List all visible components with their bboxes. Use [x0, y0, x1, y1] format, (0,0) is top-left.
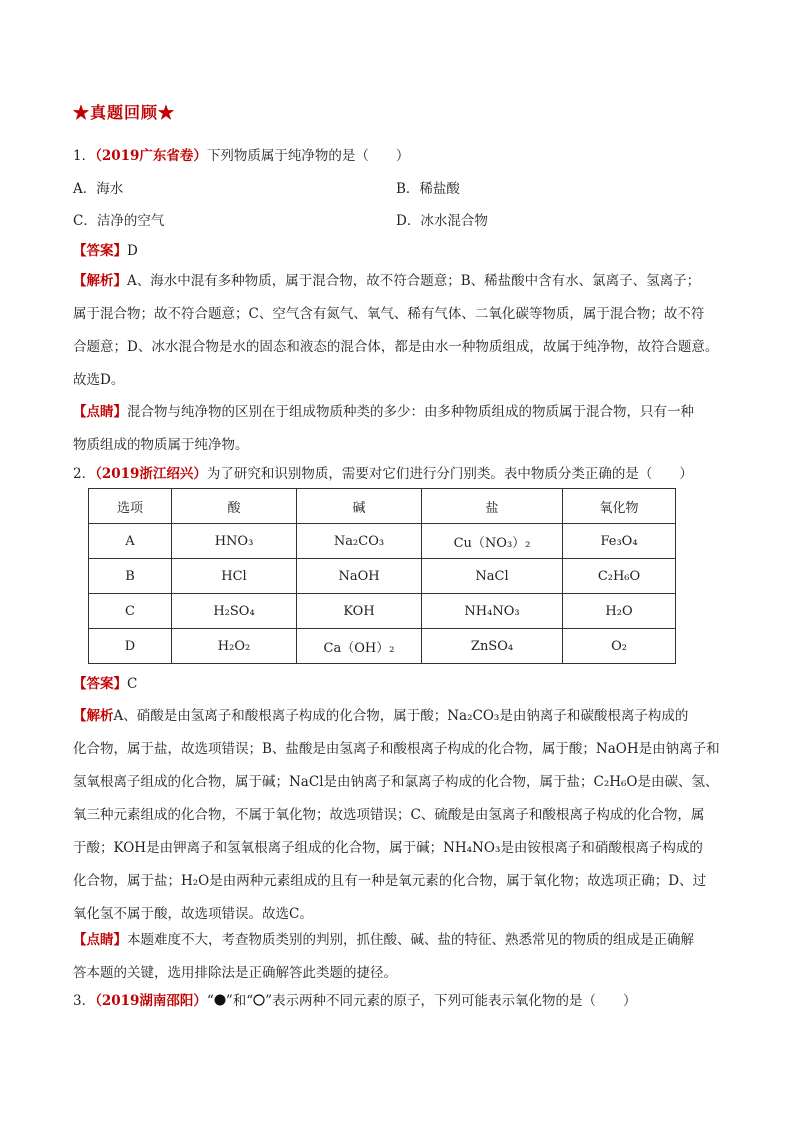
- table-cell: HCl: [172, 559, 297, 594]
- table-header-row: [89, 489, 676, 524]
- question-source: （2019湖南邵阳）: [95, 993, 207, 1009]
- question-2-stem: [73, 464, 733, 484]
- tip-line: 本题难度不大，考查物质类别的判别，抓住酸、碱、盐的特征、熟悉常见的物质的组成是正确解: [127, 932, 694, 948]
- table-cell: H₂SO₄: [172, 594, 297, 629]
- analysis-block: [73, 700, 733, 931]
- analysis-line: 于酸；KOH是由钾离子和氢氧根离子组成的化合物，属于碱；NH₄NO₃是由铵根离子和硝酸根离子构成的: [73, 840, 703, 856]
- answer-line: [73, 241, 733, 261]
- table-cell: Ca（OH）₂: [297, 629, 422, 664]
- option-b: B．稀盐酸: [396, 181, 460, 197]
- table-cell: ZnSO₄: [422, 629, 563, 664]
- table-cell: A: [89, 524, 172, 559]
- table-cell: Cu（NO₃）₂: [422, 524, 563, 559]
- analysis-line: 氧三种元素组成的化合物，不属于氧化物；故选项错误；C、硫酸是由氢离子和酸根离子构成的化合物，属: [73, 807, 705, 823]
- table-header-cell: 碱: [297, 489, 422, 524]
- table-cell: C: [89, 594, 172, 629]
- option-a: A．海水: [73, 181, 124, 197]
- analysis-line: A、硝酸是由氢离子和酸根离子构成的化合物，属于酸；Na₂CO₃是由钠离子和碳酸根离子构成的: [113, 708, 689, 724]
- answer-value: D: [127, 243, 138, 259]
- analysis-line: 氧化氢不属于酸，故选项错误。故选C。: [73, 906, 313, 922]
- analysis-line: 化合物，属于盐，故选项错误；B、盐酸是由氢离子和酸根离子构成的化合物，属于酸；NaOH是由钠离子和: [73, 741, 720, 757]
- table-row: [89, 629, 676, 664]
- hollow-circle-atom-icon: [253, 992, 265, 1012]
- answer-label: 【答案】: [73, 243, 127, 259]
- table-header-cell: 氧化物: [563, 489, 676, 524]
- question-text: 为了研究和识别物质，需要对它们进行分门别类。表中物质分类正确的是（ ）: [206, 466, 693, 482]
- tip-block: [73, 924, 733, 990]
- analysis-label: 【解析】: [73, 273, 127, 289]
- table-cell: D: [89, 629, 172, 664]
- filled-circle-atom-icon: [214, 992, 226, 1012]
- table-row: [89, 594, 676, 629]
- analysis-line: 氢氧根离子组成的化合物，属于碱；NaCl是由钠离子和氯离子构成的化合物，属于盐；C₂H₆O是由碳、氢、: [73, 774, 719, 790]
- table-cell: HNO₃: [172, 524, 297, 559]
- question-number: 2．: [73, 466, 96, 482]
- table-cell: H₂O: [563, 594, 676, 629]
- table-row: [89, 559, 676, 594]
- table-header-cell: 盐: [422, 489, 563, 524]
- classification-table: [88, 488, 676, 664]
- tip-label: 【点睛】: [73, 404, 127, 420]
- tip-label: 【点睛】: [73, 932, 127, 948]
- question-3-stem: [73, 991, 733, 1012]
- question-source: （2019浙江绍兴）: [95, 466, 207, 482]
- analysis-block: [73, 265, 733, 397]
- table-cell: KOH: [297, 594, 422, 629]
- analysis-line: A、海水中混有多种物质，属于混合物，故不符合题意；B、稀盐酸中含有水、氯离子、氢离子；: [127, 273, 701, 289]
- table-row: [89, 524, 676, 559]
- answer-label: 【答案】: [73, 676, 127, 692]
- table-cell: C₂H₆O: [563, 559, 676, 594]
- table-cell: H₂O₂: [172, 629, 297, 664]
- tip-line: 答本题的关键，选用排除法是正确解答此类题的捷径。: [73, 965, 397, 981]
- analysis-line: 故选D。: [73, 372, 125, 388]
- table-cell: Na₂CO₃: [297, 524, 422, 559]
- analysis-line: 化合物，属于盐；H₂O是由两种元素组成的且有一种是氧元素的化合物，属于氧化物；故选项正确；D、过: [73, 873, 707, 889]
- table-header-cell: 选项: [89, 489, 172, 524]
- analysis-line: 合题意；D、冰水混合物是水的固态和液态的混合体，都是由水一种物质组成，故属于纯净物，故符合题意。: [73, 339, 719, 355]
- option-c: C．洁净的空气: [73, 213, 165, 229]
- tip-line: 混合物与纯净物的区别在于组成物质种类的多少：由多种物质组成的物质属于混合物，只有一种: [127, 404, 694, 420]
- quote-mid: ”和“: [225, 993, 254, 1009]
- table-cell: NaCl: [422, 559, 563, 594]
- option-d: D．冰水混合物: [396, 213, 488, 229]
- table-cell: Fe₃O₄: [563, 524, 676, 559]
- answer-line: [73, 674, 733, 694]
- table-cell: B: [89, 559, 172, 594]
- question-1-stem: [73, 146, 733, 166]
- section-title: ★真题回顾★: [73, 103, 176, 122]
- answer-value: C: [127, 676, 138, 692]
- tip-block: [73, 396, 733, 462]
- table-cell: NH₄NO₃: [422, 594, 563, 629]
- tip-line: 物质组成的物质属于纯净物。: [73, 437, 249, 453]
- quote-open: “: [206, 993, 214, 1009]
- table-cell: O₂: [563, 629, 676, 664]
- analysis-label: 【解析: [73, 708, 114, 724]
- analysis-line: 属于混合物；故不符合题意；C、空气含有氮气、氧气、稀有气体、二氧化碳等物质，属于混合物；故不符: [73, 306, 705, 322]
- table-header-cell: 酸: [172, 489, 297, 524]
- question-source: （2019广东省卷）: [95, 148, 207, 164]
- question-text: ”表示两种不同元素的原子，下列可能表示氧化物的是（ ）: [265, 993, 637, 1009]
- question-text: 下列物质属于纯净物的是（ ）: [206, 148, 410, 164]
- question-number: 3．: [73, 993, 96, 1009]
- table-cell: NaOH: [297, 559, 422, 594]
- question-number: 1．: [73, 148, 96, 164]
